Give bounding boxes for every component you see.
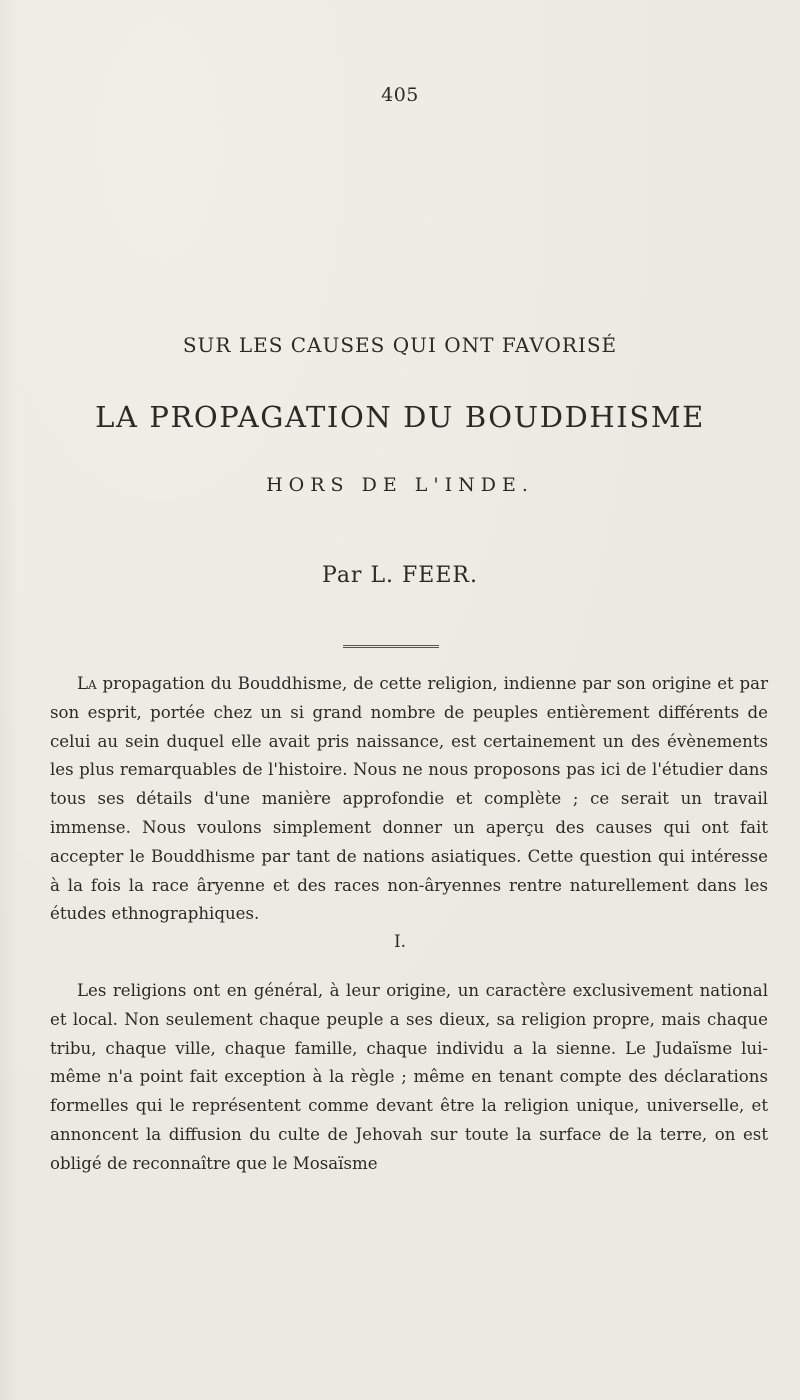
author-byline: Par L. FEER. — [322, 563, 478, 588]
title-divider — [343, 645, 439, 648]
paragraph-indent — [50, 981, 77, 1000]
paragraph-text: propagation du Bouddhisme, de cette religion, indienne par son origine et par son esprit, portée chez un si grand nombre de peuples entièrement différents de celui au sein duquel elle avait pris naissance, est certainement un des évènements les plus remarquables de l'histoire. Nous ne nous proposons pas ici de l'étudier dans tous ses détails d'une manière approfondie et complète ; ce serait un travail immense. Nous voulons simplement donner un aperçu des causes qui ont fait accepter le Bouddhisme par tant de nations asiatiques. Cette question qui intéresse à la fois la race âryenne et des races non-âryennes rentre naturellement dans les études ethnographiques. — [50, 674, 769, 924]
page-number: 405 — [381, 84, 419, 106]
section-heading: I. — [393, 932, 407, 952]
section-paragraph — [50, 977, 768, 1179]
title-line-2: LA PROPAGATION DU BOUDDHISME — [95, 400, 705, 434]
title-line-1: SUR LES CAUSES QUI ONT FAVORISÉ — [182, 333, 618, 357]
paragraph-indent — [50, 674, 77, 693]
title-line-3: HORS DE L'INDE. — [266, 474, 534, 496]
paragraph-text: Les religions ont en général, à leur origine, un caractère exclusivement national et local. Non seulement chaque peuple a ses dieux, sa religion propre, mais chaque tribu, chaque ville, chaque famille, chaque individu a la sienne. Le Judaïsme lui-même n'a point fait exception à la règle ; même en tenant compte des déclarations formelles qui le représentent comme devant être la religion unique, universelle, et annoncent la diffusion du culte de Jehovah sur toute la surface de la terre, on est obligé de reconnaître que le Mosaïsme — [50, 981, 768, 1173]
paragraph-first-word: La — [77, 674, 97, 693]
intro-paragraph — [50, 670, 768, 929]
